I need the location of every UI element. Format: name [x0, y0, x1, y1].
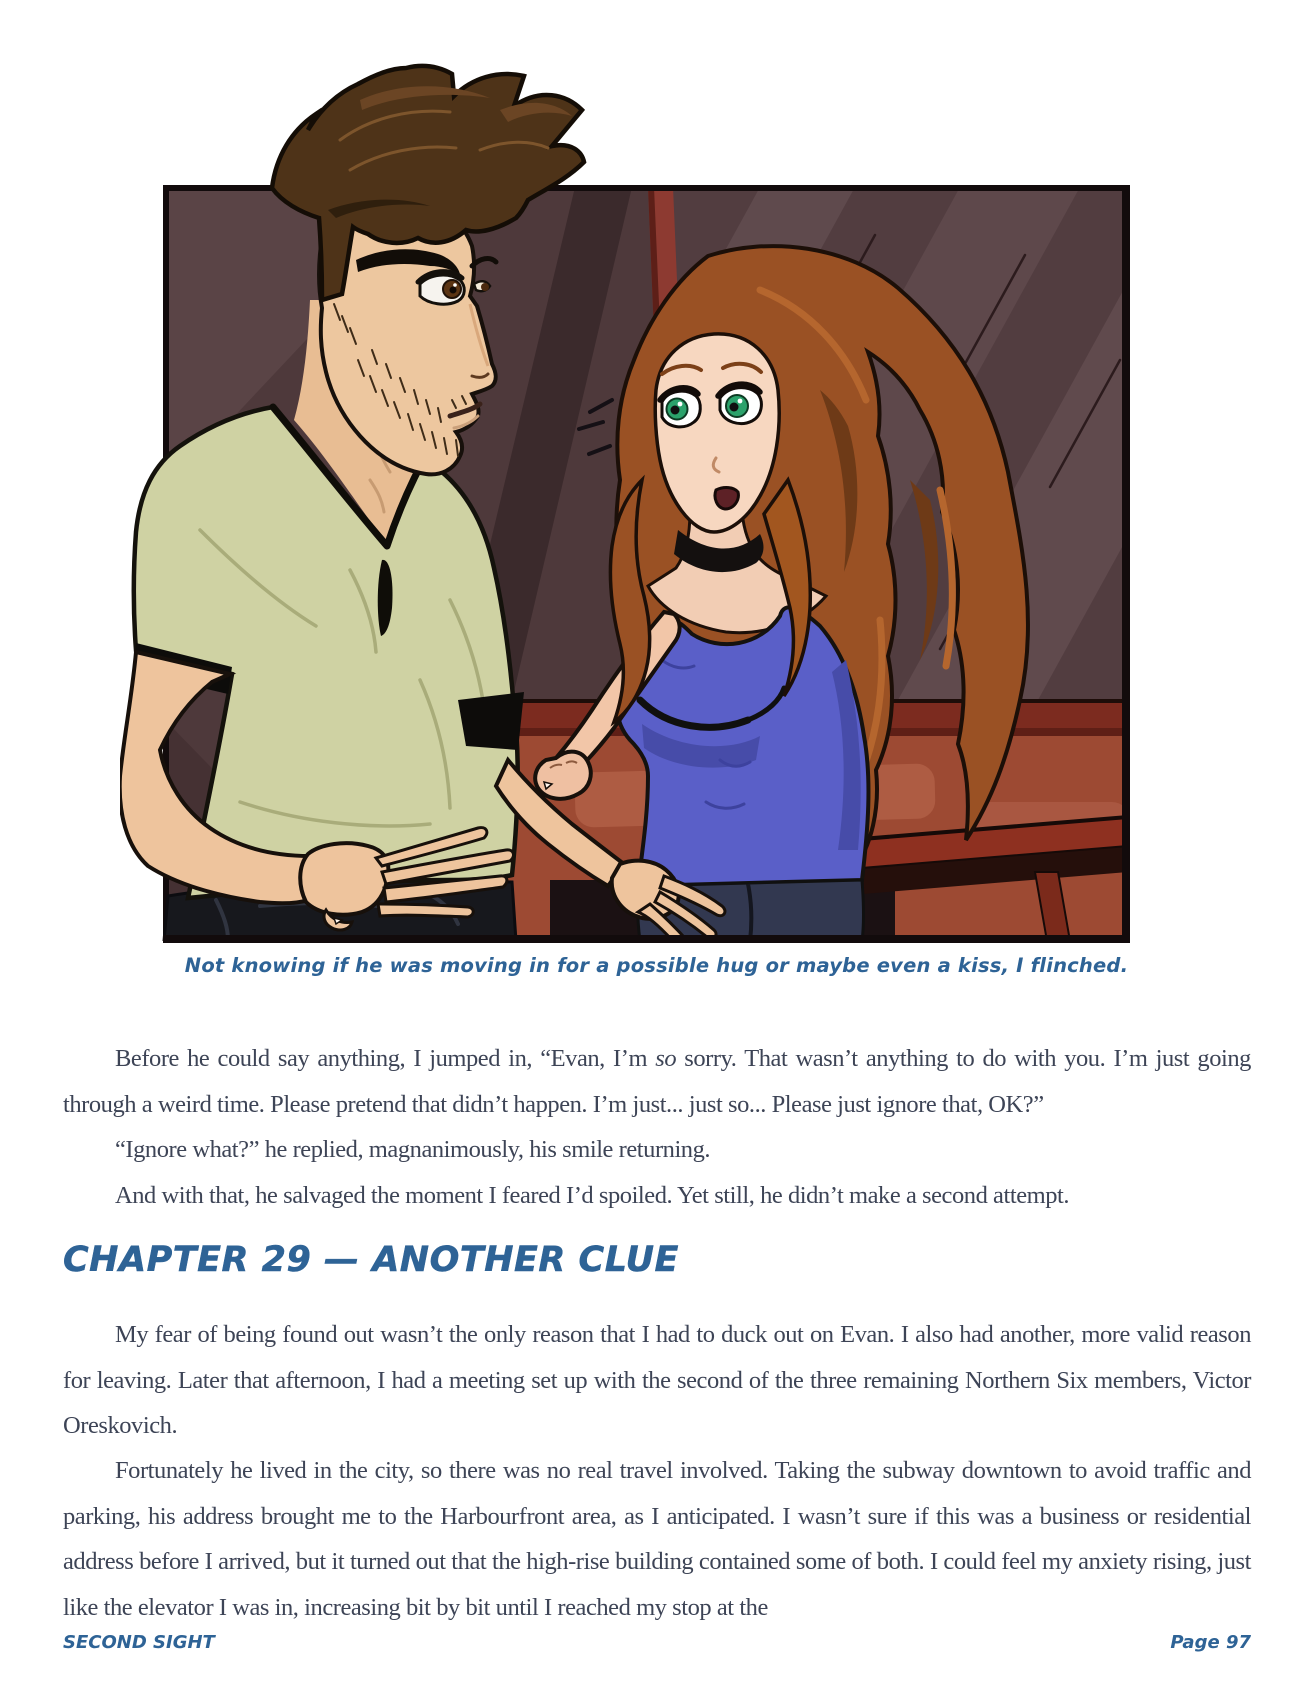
body-text-block-2: [63, 1312, 1251, 1449]
body-text-block-3: [63, 1448, 1251, 1630]
story-illustration: [120, 60, 1140, 945]
paragraph-2: “Ignore what?” he replied, magnanimously, his smile returning.: [115, 1136, 711, 1163]
paragraph-1-emphasis: so: [655, 1045, 677, 1072]
figure-caption: Not knowing if he was moving in for a possible hug or maybe even a kiss, I flinched.: [184, 954, 1129, 977]
paragraph-1: [63, 1036, 1251, 1127]
body-text-block-1: [63, 1036, 1251, 1218]
paragraph-5: Fortunately he lived in the city, so there was no real travel involved. Taking the subway downtown to avoid traffic and parking, his address brought me to the Harbourfront area, as I anticipated. I wasn’t sure if this was a business or residential address before I arrived, but it turned out that the high-rise building contained some of both. I could feel my anxiety rising, just like the elevator I was in, increasing bit by bit until I reached my stop at the: [63, 1457, 1251, 1621]
paragraph-3: And with that, he salvaged the moment I feared I’d spoiled. Yet still, he didn’t make a second attempt.: [115, 1181, 1070, 1209]
chapter-heading: CHAPTER 29 — ANOTHER CLUE: [63, 1240, 679, 1280]
footer-book-title: SECOND SIGHT: [63, 1632, 215, 1653]
paragraph-1-pre: Before he could say anything, I jumped in, “Evan, I’m: [115, 1045, 656, 1072]
page-footer: [63, 1632, 1251, 1653]
footer-page-number: Page 97: [1170, 1632, 1251, 1653]
paragraph-1-post: sorry. That wasn’t anything to do with you. I’m just going through a weird time. Please pretend that didn’t happen. I’m just... just so... Please just ignore that, OK?”: [63, 1045, 1251, 1118]
paragraph-4: My fear of being found out wasn’t the only reason that I had to duck out on Evan. I also had another, more valid reason for leaving. Later that afternoon, I had a meeting set up with the second of the three remaining Northern Six members, Victor Oreskovich.: [63, 1321, 1251, 1439]
